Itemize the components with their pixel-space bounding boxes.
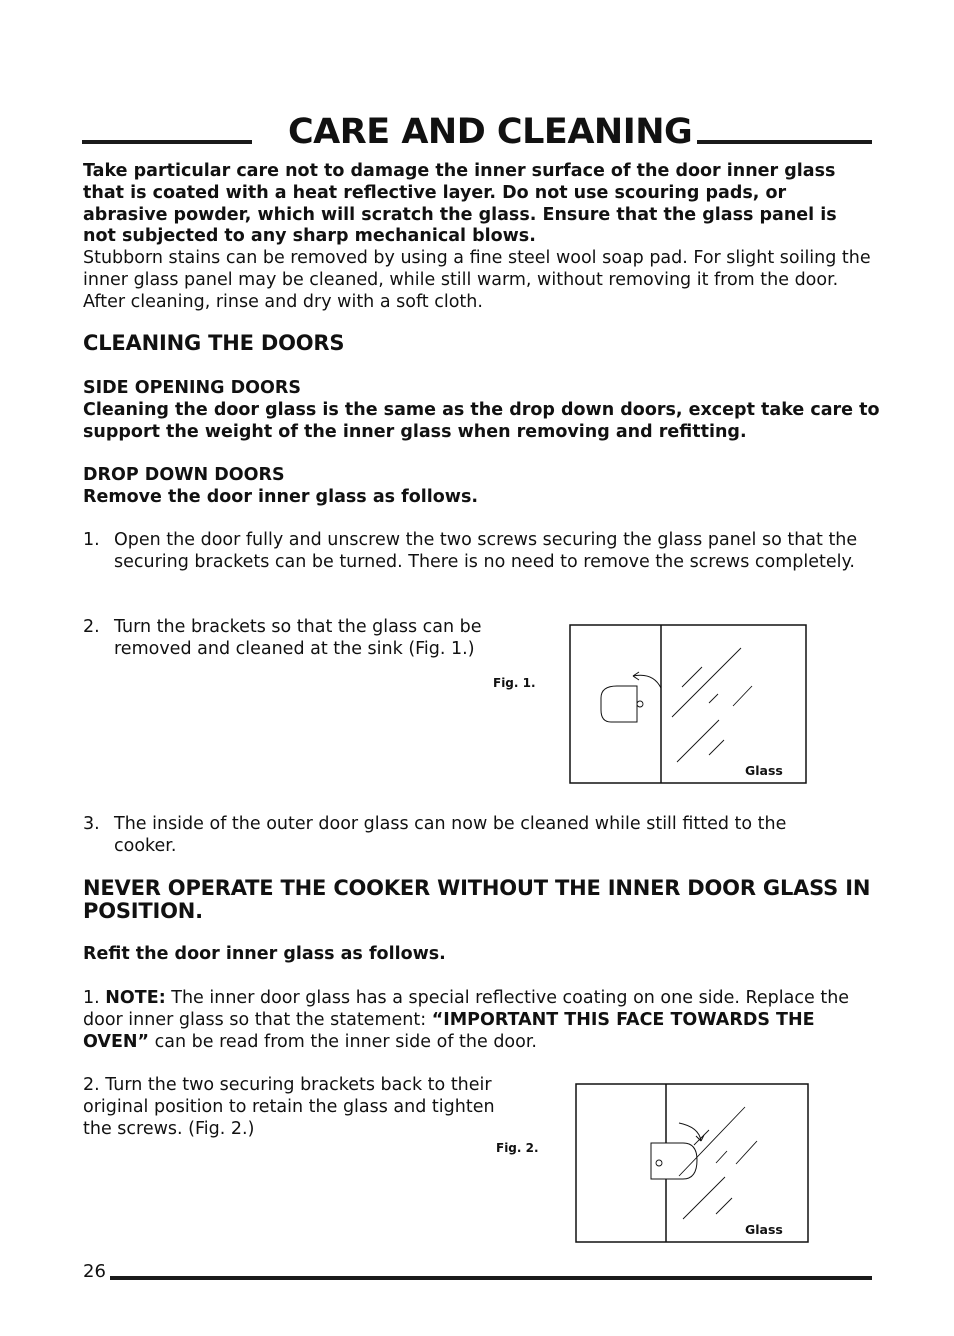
step-text: Turn the brackets so that the glass can be removed and cleaned at the sink (Fig. 1.) — [114, 617, 482, 659]
side-opening-block — [83, 378, 883, 443]
warning-heading: NEVER OPERATE THE COOKER WITHOUT THE INNER DOOR GLASS IN POSITION. — [83, 876, 871, 923]
side-opening-text: Cleaning the door glass is the same as the drop down doors, except take care to support the weight of the inner glass when removing and refitting. — [83, 399, 880, 442]
refit-step1-quote: “IMPORTANT THIS FACE TOWARDS THE OVEN” — [83, 1009, 815, 1052]
step-text: The inside of the outer door glass can now be cleaned while still fitted to the cooker. — [114, 814, 787, 856]
intro-normal: Stubborn stains can be removed by using a fine steel wool soap pad. For slight soiling the inner glass panel may be cleaned, while still warm, without removing it from the door. After cleaning, rinse and dry with a soft cloth. — [83, 248, 871, 312]
intro-paragraph — [83, 161, 873, 314]
footer-rule — [110, 1276, 872, 1280]
intro-warning: Take particular care not to damage the inner surface of the door inner glass that is coated with a heat reflective layer. Do not use scouring pads, or abrasive powder, which will scratch the glass. Ensure that the glass panel is not subjected to any sharp mechanical blows. — [83, 161, 837, 247]
remove-step-3 — [83, 814, 873, 858]
page-title: CARE AND CLEANING — [288, 112, 693, 152]
fig1-glass-label: Glass — [745, 763, 783, 778]
remove-step-1 — [83, 530, 873, 596]
drop-down-block — [83, 465, 883, 509]
fig1-label: Fig. 1. — [493, 676, 536, 690]
page-number: 26 — [83, 1261, 106, 1282]
refit-step1-text-a: The inner door glass has a special reflective coating on one side. Replace the door inner glass so that the statement: — [83, 988, 850, 1030]
refit-step-2: 2. Turn the two securing brackets back to their original position to retain the glass and tighten the screws. (Fig. 2.) — [83, 1075, 495, 1139]
refit-step-1 — [83, 988, 873, 1053]
refit-step1-number: 1. — [83, 988, 100, 1008]
fig2-glass-label: Glass — [745, 1222, 783, 1237]
drop-down-subheading: Remove the door inner glass as follows. — [83, 486, 479, 507]
refit-step1-note: NOTE: — [105, 988, 166, 1008]
step-number: 1. — [83, 530, 100, 550]
remove-step-2 — [83, 617, 523, 661]
drop-down-heading: DROP DOWN DOORS — [83, 465, 285, 485]
fig2-diagram — [575, 1083, 810, 1244]
fig2-label: Fig. 2. — [496, 1141, 539, 1155]
step-text: Open the door fully and unscrew the two screws securing the glass panel so that the securing brackets can be turned. There is no need to remove the screws completely. — [114, 530, 858, 572]
header-rule-right — [697, 140, 872, 144]
step-number: 3. — [83, 814, 100, 834]
header-rule-left — [82, 140, 252, 144]
section-heading: CLEANING THE DOORS — [83, 331, 345, 355]
step-number: 2. — [83, 617, 100, 637]
refit-step1-text-b: can be read from the inner side of the door. — [154, 1031, 537, 1052]
refit-heading: Refit the door inner glass as follows. — [83, 944, 446, 964]
side-opening-heading: SIDE OPENING DOORS — [83, 378, 301, 398]
fig1-diagram — [569, 624, 808, 785]
